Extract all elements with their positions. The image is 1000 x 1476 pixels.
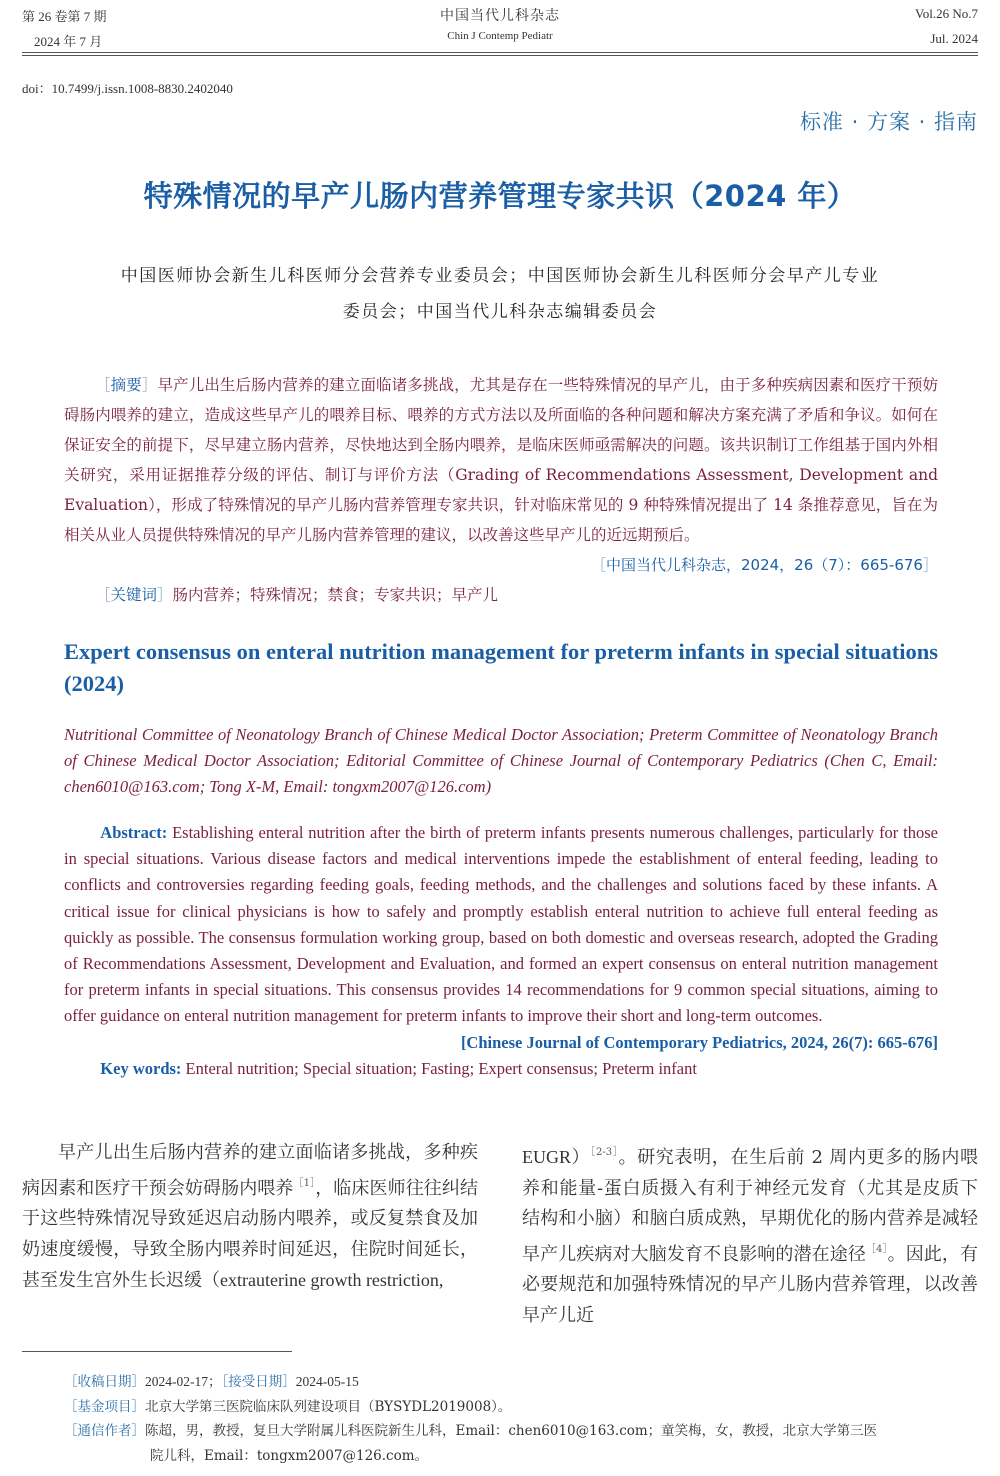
keywords-en-text: Enteral nutrition; Special situation; Fasting; Expert consensus; Preterm infant — [181, 1058, 697, 1078]
keywords-cn-text: 肠内营养；特殊情况；禁食；专家共识；早产儿 — [172, 586, 499, 604]
reference-1[interactable]: ［1］ — [293, 1177, 316, 1189]
keywords-cn — [64, 580, 938, 610]
kw-bracket-close: ］ — [157, 586, 173, 604]
accepted-label: ［接受日期］ — [221, 1374, 296, 1390]
footnote-corresponding-cont: 院儿科，Email：tongxm2007@126.com。 — [150, 1447, 429, 1464]
abstract-en-label: Abstract: — [100, 823, 168, 842]
abstract-en-citation: [Chinese Journal of Contemporary Pediatrics, 2024, 26(7): 665-676] — [460, 1032, 938, 1052]
abstract-en-paragraph — [64, 820, 938, 1030]
accepted-date: 2024-05-15 — [295, 1374, 359, 1389]
bracket-close: ］ — [922, 556, 938, 574]
header-rule — [22, 52, 978, 56]
header-date-cn: 2024 年 7 月 — [34, 34, 103, 49]
footnotes — [64, 1370, 984, 1468]
abstract-cn-citation — [560, 550, 938, 580]
reference-2-3[interactable]: ［2-3］ — [590, 1147, 619, 1158]
kw-bracket-open: ［ — [95, 586, 111, 604]
body-column-left — [22, 1138, 478, 1297]
header-volume-cn: 第 26 卷第 7 期 — [22, 9, 107, 24]
body-paragraph — [522, 1138, 978, 1331]
fund-label: ［基金项目］ — [64, 1398, 145, 1415]
header-date-en: Jul. 2024 — [930, 31, 978, 46]
title-cn: 特殊情况的早产儿肠内营养管理专家共识（2024 年） — [143, 179, 857, 213]
footnote-corresponding — [64, 1419, 984, 1444]
corresponding-label: ［通信作者］ — [64, 1423, 145, 1439]
header-journal-cn: 中国当代儿科杂志 — [440, 8, 560, 24]
header-journal-en: Chin J Contemp Pediatr — [447, 30, 553, 42]
abstract-cn — [64, 370, 938, 610]
abstract-cn-bracket-close: ］ — [141, 376, 158, 394]
section-tag: 标准 · 方案 · 指南 — [799, 110, 978, 134]
doi: doi：10.7499/j.issn.1008-8830.2402040 — [22, 81, 233, 96]
body-text: 。研究表明，在生后前 2 周内更多的肠内喂养和能量-蛋白质摄入有利于神经元发育（尤其是皮质下结构和小脑）和脑白质成熟，早期优化的肠内营养是减轻早产儿疾病对大脑发育不良影响的潜在途径 — [522, 1147, 979, 1265]
footnote-rule — [22, 1351, 292, 1352]
keywords-en-label: Key words: — [100, 1058, 182, 1078]
abstract-cn-bracket-open: ［ — [95, 376, 111, 394]
footnote-dates — [64, 1370, 984, 1395]
abstract-en-text: Establishing enteral nutrition after the birth of preterm infants presents numerous challenges, particularly for those in special situations. Various disease factors and medical interventions impede the establishment of enteral feeding, leading to conflicts and controversies regarding feeding goals, feeding methods, and the challenges and solutions faced by these infants. A critical issue for clinical physicians is how to safely and promptly establish enteral nutrition to achieve full enteral feeding as quickly as possible. The consensus formulation working group, based on both domestic and overseas research, adopted the Grading of Recommendations Assessment, Development and Evaluation, and formed an expert consensus on enteral nutrition management for preterm infants in special situations. This consensus provides 14 recommendations for 9 common special situations, aiming to offer guidance on enteral nutrition management for preterm infants to improve their short and long-term outcomes. — [64, 823, 938, 1026]
keywords-en — [64, 1056, 938, 1082]
abstract-en — [64, 820, 938, 1082]
corresponding-text-1: 陈超，男，教授，复旦大学附属儿科医院新生儿科，Email：chen6010@163.com；童笑梅，女，教授，北京大学第三医 — [145, 1423, 878, 1439]
keywords-cn-label: 关键词 — [110, 586, 158, 604]
received-date: 2024-02-17； — [145, 1374, 222, 1389]
fund-text: 北京大学第三医院临床队列建设项目（BYSYDL2019008）。 — [145, 1398, 512, 1415]
abstract-cn-text: 早产儿出生后肠内营养的建立面临诸多挑战，尤其是存在一些特殊情况的早产儿，由于多种疾病因素和医疗干预妨碍肠内喂养的建立，造成这些早产儿的喂养目标、喂养的方式方法以及所面临的各种问题和解决方案充满了矛盾和争议。如何在保证安全的前提下，尽早建立肠内营养，尽快地达到全肠内喂养，是临床医师亟需解决的问题。该共识制订工作组基于国内外相关研究，采用证据推荐分级的评估、制订与评价方法（Grading of Recommendations Assessment, Development and Evaluation），形成了特殊情况的早产儿肠内营养管理专家共识，针对临床常见的 9 种特殊情况提出了 14 条推荐意见，旨在为相关从业人员提供特殊情况的早产儿肠内营养管理的建议，以改善这些早产儿的近远期预后。 — [64, 376, 938, 544]
body-text-en: extrauterine growth restriction, — [220, 1270, 444, 1290]
authors-cn-line1: 中国医师协会新生儿科医师分会营养专业委员会；中国医师协会新生儿科医师分会早产儿专业 — [120, 266, 880, 286]
body-text: ，临床医师往往纠结于这些特殊情况导致延迟启动肠内喂养，或反复禁食及加奶速度缓慢，导致全肠内喂养时间延迟，住院时间延长，甚至发生宫外生长迟缓（ — [22, 1177, 478, 1291]
bracket-open: ［ — [590, 556, 606, 574]
header-volume-en: Vol.26 No.7 — [915, 6, 978, 21]
reference-4[interactable]: ［4］ — [865, 1243, 888, 1255]
footnote-fund — [64, 1395, 984, 1420]
body-text: 早产儿出生后肠内营养的建立面临诸多挑战，多种疾病因素和医疗干预会妨碍肠内喂养 — [22, 1142, 478, 1199]
received-label: ［收稿日期］ — [64, 1374, 145, 1390]
authors-en: Nutritional Committee of Neonatology Branch of Chinese Medical Doctor Association; Preterm Committee of Neonatology Branch of Chinese Medical Doctor Association; Editorial Committee of Chinese Journal of Contemporary Pediatrics (Chen C, Email: chen6010@163.com; Tong X-M, Email: tongxm2007@126.com) — [64, 725, 938, 796]
body-column-right — [522, 1138, 978, 1331]
body-text-en: EUGR） — [522, 1147, 591, 1167]
authors-cn — [60, 258, 940, 330]
body-text: 。因此，有必要规范和加强特殊情况的早产儿肠内营养管理，以改善早产儿近 — [522, 1243, 978, 1326]
authors-cn-line2: 委员会；中国当代儿科杂志编辑委员会 — [342, 302, 658, 322]
body-paragraph — [22, 1138, 478, 1297]
abstract-cn-paragraph — [64, 370, 938, 574]
abstract-cn-label: 摘要 — [110, 376, 142, 394]
title-en: Expert consensus on enteral nutrition management for preterm infants in special situations (2024) — [64, 639, 938, 696]
citation-cn-text: 中国当代儿科杂志，2024，26（7）：665-676 — [606, 556, 923, 574]
